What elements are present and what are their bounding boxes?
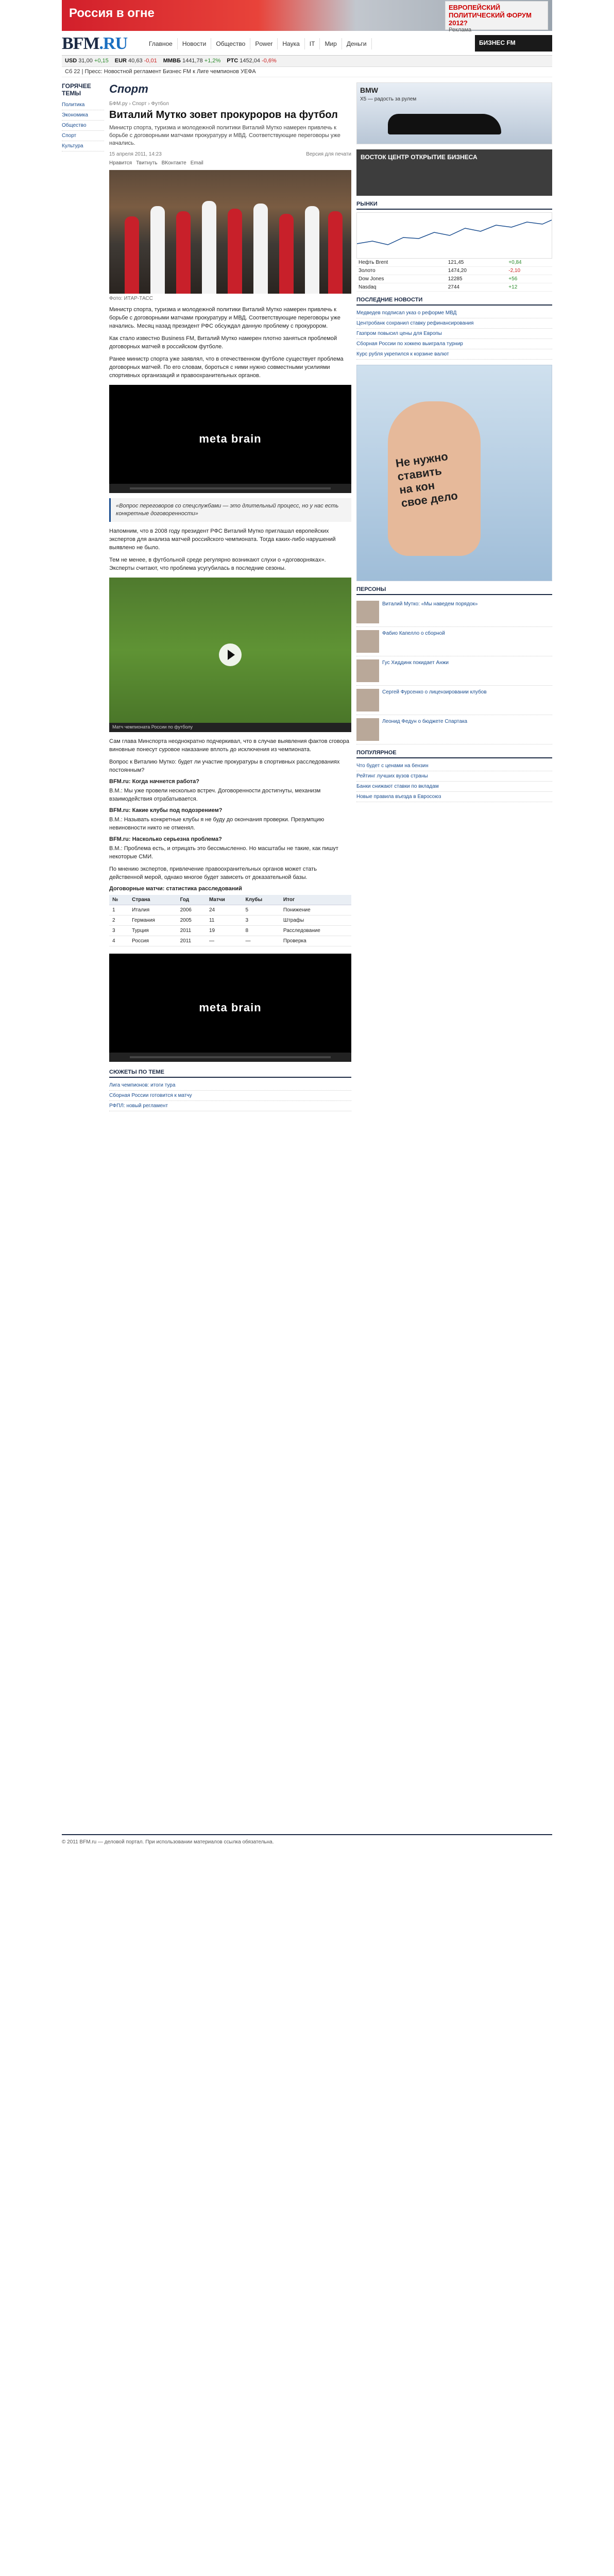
related-title: СЮЖЕТЫ ПО ТЕМЕ [109,1069,351,1078]
table-cell: 2005 [177,916,206,926]
table-cell: 5 [243,905,280,916]
table-row [109,936,351,946]
player-figure [253,204,268,294]
related-link[interactable]: Лига чемпионов: итоги тура [109,1080,351,1091]
rate-item: ММВБ 1441,78 +1,2% [163,58,221,64]
rate-item: USD 31,00 +0,15 [65,58,109,64]
car-ad-sub: X5 — радость за рулем [360,96,417,102]
article-date: 15 апреля 2011, 14:23 [109,151,162,157]
table-header: Страна [129,895,177,905]
table-cell: 4 [109,936,129,946]
news-link[interactable]: Центробанк сохранил ставку рефинансирования [356,318,552,329]
persons-title: ПЕРСОНЫ [356,586,552,595]
main-nav [144,38,372,49]
table-title: Договорные матчи: статистика расследований [109,886,242,892]
player-controls[interactable] [109,723,351,732]
avatar [356,659,379,682]
avatar [356,630,379,653]
person-item[interactable] [356,598,552,627]
market-chart [356,212,552,259]
page [62,0,552,1845]
market-ticker [62,56,552,67]
news-ticker[interactable]: Сб 22 | Пресс: Новостной регламент Бизнес FM к Лиге чемпионов УЕФА [62,67,552,77]
article-title: Виталий Мутко зовет прокуроров на футбол [109,109,338,121]
table-cell: — [243,936,280,946]
car-shape [388,114,501,134]
person-link[interactable]: Фабио Капелло о сборной [382,631,445,636]
nav-item[interactable]: Общество [211,38,250,49]
quote-row[interactable]: Dow Jones 12285 +56 [356,275,552,283]
player-figure [125,216,139,294]
related-link[interactable]: Сборная России готовится к матчу [109,1091,351,1101]
market-chart-svg [357,213,552,258]
table-cell: 2006 [177,905,206,916]
table-cell: 2 [109,916,129,926]
qa-question: BFM.ru: Когда начнется работа? [109,778,199,785]
breadcrumb[interactable]: БФМ.ру › Спорт › Футбол [109,101,169,107]
video-progress[interactable] [130,1056,331,1058]
popular-link[interactable]: Новые правила въезда в Евросоюз [356,792,552,802]
logo-main: BFM [62,34,99,53]
popular-title: ПОПУЛЯРНОЕ [356,750,552,758]
table-row [109,926,351,936]
quote-row[interactable]: Нефть Brent 121,45 +0,84 [356,259,552,267]
logo-sub: .RU [99,34,128,53]
player-figure [176,211,191,294]
avatar [356,689,379,711]
person-link[interactable]: Виталий Мутко: «Мы наведем порядок» [382,601,478,607]
hand-ad-text: Не нужно ставить на кон свое дело [395,449,459,510]
popular-link[interactable]: Рейтинг лучших вузов страны [356,771,552,782]
table-cell: 3 [243,916,280,926]
site-header [62,31,552,56]
related-link[interactable]: РФПЛ: новый регламент [109,1101,351,1111]
rate-item: EUR 40,63 -0,01 [114,58,157,64]
banner-right-ad[interactable] [445,1,548,33]
qa-question: BFM.ru: Какие клубы под подозрением? [109,807,223,814]
popular-box [356,750,552,802]
player-figure [279,214,294,294]
share-button[interactable]: Нравится [109,160,132,166]
table-header: Итог [280,895,351,905]
table-cell: 24 [206,905,243,916]
person-link[interactable]: Гус Хиддинк покидает Анжи [382,660,449,666]
market-chart-line [357,220,552,245]
news-link[interactable]: Газпром повысил цены для Европы [356,329,552,339]
news-box [356,297,552,360]
video-caption: Матч чемпионата России по футболу [112,724,193,730]
table-cell: 8 [243,926,280,936]
person-link[interactable]: Сергей Фурсенко о лицензировании клубов [382,689,487,695]
banner-right-sub: Реклама [449,27,472,33]
article-paragraph: Сам глава Минспорта неоднократно подчеркивал, что в случае выявления фактов сговора виновные понесут суровое наказание вплоть до исключения из чемпионата. [109,738,349,753]
article-paragraph: Ранее министр спорта уже заявлял, что в отечественном футболе существует проблема договорных матчей. По его словам, бороться с ними нужно совместными усилиями спортивных организаций и правоохранительных органов. [109,356,344,379]
person-item[interactable] [356,656,552,686]
table-cell: 2011 [177,936,206,946]
table-cell: Понижение [280,905,351,916]
news-link[interactable]: Курс рубля укрепился к корзине валют [356,349,552,360]
persons-box [356,586,552,744]
player-controls[interactable] [109,484,351,493]
nav-item[interactable]: Новости [178,38,211,49]
qa-answer: В.М.: Мы уже провели несколько встреч. Договоренности достигнуты, механизм взаимодействия отрабатывается. [109,788,321,802]
article-lead: Министр спорта, туризма и молодежной политики Виталий Мутко намерен привлечь к борьбе с договорными матчами прокуратуру и МВД. Соответствующие переговоры уже начались. [109,125,340,146]
share-button[interactable]: ВКонтакте [161,160,186,166]
player-figure [305,206,319,294]
table-cell: Турция [129,926,177,936]
table-row [109,916,351,926]
news-title: ПОСЛЕДНИЕ НОВОСТИ [356,297,552,306]
hot-topic-link[interactable]: Общество [62,121,104,131]
banner-left-text[interactable]: Россия в огне [69,6,155,20]
article-column [109,82,351,1111]
table-header: Клубы [243,895,280,905]
table-cell: 1 [109,905,129,916]
hot-topic-link[interactable]: Культура [62,141,104,151]
nav-item[interactable]: Мир [320,38,342,49]
nav-item[interactable]: Деньги [342,38,372,49]
pull-quote: «Вопрос переговоров со спецслужбами — это длительный процесс, но у нас есть конкретные договоренности» [109,498,351,522]
table-row [109,905,351,916]
person-item[interactable] [356,715,552,744]
stats-table [109,895,351,946]
quote-row[interactable]: Nasdaq 2744 +12 [356,283,552,292]
qa-answer: В.М.: Проблема есть, и отрицать это бессмысленно. Но масштабы не такие, как пишут некоторые СМИ. [109,845,338,860]
player-figure [328,211,343,294]
play-icon[interactable] [219,643,242,666]
video-player-3[interactable] [109,954,351,1062]
video-player[interactable] [109,385,351,493]
nav-item[interactable]: IT [305,38,320,49]
video-progress[interactable] [130,487,331,489]
quote-row[interactable]: Золото 1474,20 -2,10 [356,267,552,275]
print-link[interactable]: Версия для печати [306,151,351,157]
site-logo[interactable] [62,34,127,54]
table-cell: Россия [129,936,177,946]
table-cell: Расследование [280,926,351,936]
person-item[interactable] [356,627,552,656]
article-meta [109,151,351,157]
avatar [356,601,379,623]
table-cell: 2011 [177,926,206,936]
quotes-table [356,259,552,292]
table-header: Год [177,895,206,905]
player-controls[interactable] [109,1053,351,1062]
top-banner[interactable] [62,0,552,31]
markets-box [356,201,552,292]
car-ad[interactable] [356,82,552,144]
site-footer: © 2011 BFM.ru — деловой портал. При использовании материалов ссылка обязательна. [62,1834,552,1845]
section-title[interactable]: Спорт [109,82,148,95]
popular-link[interactable]: Что будет с ценами на бензин [356,761,552,771]
player-figure [228,209,242,294]
hot-topic-link[interactable]: Спорт [62,131,104,141]
hot-topic-link[interactable]: Экономика [62,110,104,121]
hot-topic-link[interactable]: Политика [62,100,104,110]
article-paragraph: Как стало известно Business FM, Виталий Мутко намерен плотно заняться проблемой договорных матчей в российском футболе. [109,335,337,350]
share-button[interactable]: Email [190,160,203,166]
qa-answer: В.М.: Называть конкретные клубы я не буду до окончания проверки. Презумпцию невиновности никто не отменял. [109,817,325,831]
markets-title: РЫНКИ [356,201,552,210]
hot-topics-label: ГОРЯЧЕЕ ТЕМЫ [62,82,91,97]
table-header: Матчи [206,895,243,905]
banner-right-title: ЕВРОПЕЙСКИЙ ПОЛИТИЧЕСКИЙ ФОРУМ 2012? [449,4,532,27]
table-cell: — [206,936,243,946]
table-cell: Штрафы [280,916,351,926]
nav-item[interactable]: Наука [278,38,304,49]
business-ad[interactable]: ВОСТОК ЦЕНТР ОТКРЫТИЕ БИЗНЕСА [356,149,552,196]
article-paragraph: Вопрос к Виталию Мутко: будет ли участие прокуратуры в спортивных расследованиях постоянным? [109,759,340,773]
photo-caption: Фото: ИТАР-ТАСС [109,296,153,301]
table-header-row [109,895,351,905]
related-list [109,1080,351,1111]
rate-item: РТС 1452,04 -0,6% [227,58,277,64]
nav-item[interactable]: Главное [144,38,178,49]
article-paragraph: По мнению экспертов, привлечение правоохранительных органов может стать действенной мерой, однако многое будет зависеть от доказательной базы. [109,866,317,880]
table-cell: Германия [129,916,177,926]
share-button[interactable]: Твитнуть [136,160,158,166]
player-figure [150,206,165,294]
hand-ad[interactable] [356,365,552,581]
video-player-2[interactable] [109,578,351,732]
hot-topics-list [62,100,104,151]
table-cell: 3 [109,926,129,936]
video-logo: meta brain [199,1001,262,1014]
article-photo [109,170,351,294]
article-paragraph: Напомним, что в 2008 году президент РФС Виталий Мутко приглашал европейских экспертов для анализа матчей российского чемпионата. Тогда каких-либо нарушений выявлено не было. [109,528,336,551]
news-list [356,308,552,360]
news-link[interactable]: Медведев подписал указ о реформе МВД [356,308,552,318]
table-cell: 19 [206,926,243,936]
person-item[interactable] [356,686,552,715]
person-link[interactable]: Леонид Федун о бюджете Спартака [382,719,468,724]
left-column [62,82,104,151]
radio-button[interactable]: БИЗНЕС FM [475,35,552,52]
video-logo: meta brain [199,432,262,445]
popular-list [356,761,552,802]
article-paragraph: Министр спорта, туризма и молодежной политики Виталий Мутко намерен привлечь к борьбе с договорными матчами прокуратуру и МВД. Соответствующие переговоры уже начались. Месяц назад президент РФС обсуждал данную проблему с прокурором. [109,307,340,329]
popular-link[interactable]: Банки снижают ставки по вкладам [356,782,552,792]
right-column [356,82,552,807]
nav-item[interactable]: Power [250,38,278,49]
share-row [109,160,351,166]
player-figure [202,201,216,294]
table-cell: Италия [129,905,177,916]
table-header: № [109,895,129,905]
article-paragraph: Тем не менее, в футбольной среде регулярно возникают слухи о «договорняках». Эксперты считают, что проблема усугубилась в последние сезоны. [109,557,326,571]
avatar [356,718,379,741]
table-cell: Проверка [280,936,351,946]
news-link[interactable]: Сборная России по хоккею выиграла турнир [356,339,552,349]
table-cell: 11 [206,916,243,926]
qa-question: BFM.ru: Насколько серьезна проблема? [109,836,222,842]
car-ad-brand: BMW [360,86,378,94]
